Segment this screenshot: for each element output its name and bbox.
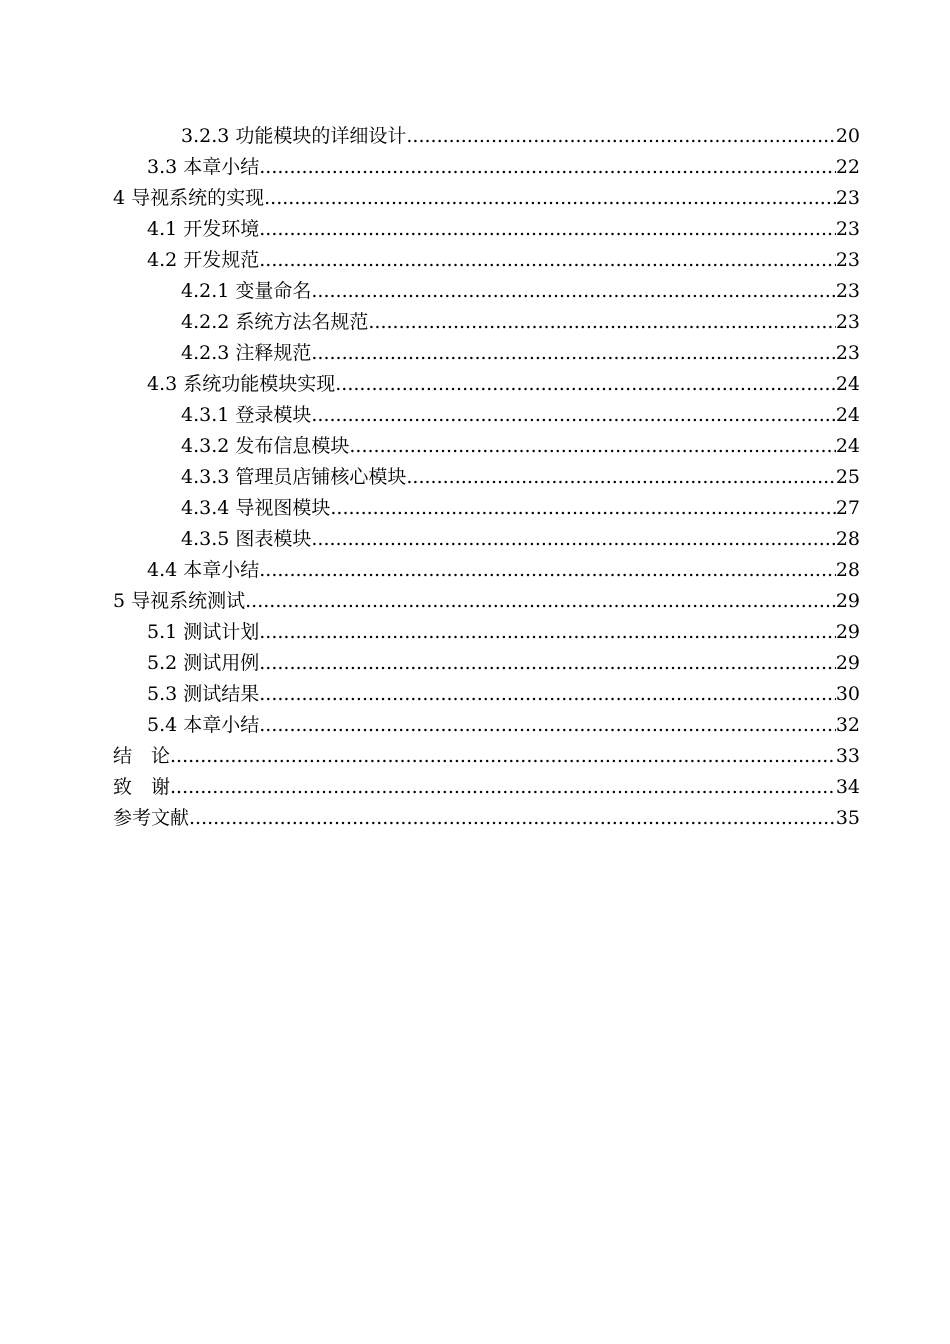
toc-entry[interactable]	[113, 555, 860, 586]
toc-entry-title: 结 论	[113, 745, 171, 767]
toc-entry-title: 4.3.2 发布信息模块	[181, 435, 350, 457]
toc-entry-page: 29	[835, 590, 860, 612]
toc-entry[interactable]	[113, 152, 860, 183]
toc-entry[interactable]	[113, 648, 860, 679]
toc-entry-page: 25	[835, 466, 860, 488]
toc-leader-dots	[189, 803, 836, 834]
toc-leader-dots	[259, 648, 836, 679]
toc-entry-page: 30	[835, 683, 860, 705]
toc-entry[interactable]	[113, 617, 860, 648]
toc-leader-dots	[259, 152, 836, 183]
toc-entry-title: 5.1 测试计划	[147, 621, 260, 643]
toc-entry-page: 23	[835, 342, 860, 364]
toc-entry[interactable]	[113, 338, 860, 369]
toc-entry-page: 22	[835, 156, 860, 178]
toc-entry-title: 4.2.2 系统方法名规范	[181, 311, 369, 333]
toc-leader-dots	[259, 214, 836, 245]
toc-entry[interactable]	[113, 369, 860, 400]
toc-leader-dots	[311, 400, 835, 431]
toc-entry-title: 4.3 系统功能模块实现	[147, 373, 336, 395]
toc-leader-dots	[245, 586, 836, 617]
toc-entry-title: 4.3.4 导视图模块	[181, 497, 331, 519]
toc-leader-dots	[170, 741, 836, 772]
toc-entry[interactable]	[113, 741, 860, 772]
toc-leader-dots	[259, 555, 836, 586]
toc-leader-dots	[406, 462, 835, 493]
toc-entry-page: 29	[835, 621, 860, 643]
toc-entry-title: 参考文献	[113, 807, 190, 829]
toc-entry-title: 3.2.3 功能模块的详细设计	[181, 125, 407, 147]
toc-entry[interactable]	[113, 276, 860, 307]
toc-entry-title: 4.1 开发环境	[147, 218, 260, 240]
toc-entry-title: 3.3 本章小结	[147, 156, 260, 178]
table-of-contents	[113, 121, 860, 834]
toc-entry[interactable]	[113, 121, 860, 152]
toc-entry-page: 28	[835, 559, 860, 581]
toc-entry-title: 4.3.1 登录模块	[181, 404, 312, 426]
toc-entry-page: 29	[835, 652, 860, 674]
toc-entry-page: 27	[835, 497, 860, 519]
toc-entry[interactable]	[113, 462, 860, 493]
toc-leader-dots	[311, 338, 835, 369]
toc-entry-title: 4.2 开发规范	[147, 249, 260, 271]
toc-entry[interactable]	[113, 307, 860, 338]
toc-entry-page: 24	[835, 373, 860, 395]
toc-entry[interactable]	[113, 214, 860, 245]
toc-leader-dots	[330, 493, 835, 524]
toc-leader-dots	[311, 524, 835, 555]
toc-entry-page: 23	[835, 249, 860, 271]
toc-entry-page: 23	[835, 280, 860, 302]
toc-leader-dots	[406, 121, 835, 152]
toc-entry[interactable]	[113, 400, 860, 431]
toc-entry[interactable]	[113, 586, 860, 617]
toc-entry-title: 4.3.5 图表模块	[181, 528, 312, 550]
toc-leader-dots	[259, 617, 836, 648]
toc-entry-page: 23	[835, 187, 860, 209]
toc-entry[interactable]	[113, 493, 860, 524]
toc-entry-page: 20	[835, 125, 860, 147]
toc-entry[interactable]	[113, 803, 860, 834]
toc-entry-title: 5.2 测试用例	[147, 652, 260, 674]
toc-entry-page: 23	[835, 311, 860, 333]
toc-entry[interactable]	[113, 245, 860, 276]
toc-entry-page: 28	[835, 528, 860, 550]
toc-leader-dots	[335, 369, 836, 400]
toc-leader-dots	[259, 679, 836, 710]
toc-entry-page: 24	[835, 435, 860, 457]
toc-entry[interactable]	[113, 772, 860, 803]
toc-entry[interactable]	[113, 431, 860, 462]
toc-entry-title: 4 导视系统的实现	[113, 187, 265, 209]
toc-entry[interactable]	[113, 710, 860, 741]
toc-entry-title: 4.2.1 变量命名	[181, 280, 312, 302]
toc-entry-title: 4.3.3 管理员店铺核心模块	[181, 466, 407, 488]
toc-leader-dots	[264, 183, 836, 214]
toc-entry-page: 33	[835, 745, 860, 767]
toc-entry-title: 5 导视系统测试	[113, 590, 246, 612]
toc-leader-dots	[259, 710, 836, 741]
toc-leader-dots	[259, 245, 836, 276]
toc-leader-dots	[368, 307, 835, 338]
toc-entry-page: 34	[835, 776, 860, 798]
toc-entry-page: 24	[835, 404, 860, 426]
toc-entry-page: 32	[835, 714, 860, 736]
toc-entry[interactable]	[113, 183, 860, 214]
toc-leader-dots	[311, 276, 835, 307]
toc-entry[interactable]	[113, 524, 860, 555]
toc-entry[interactable]	[113, 679, 860, 710]
toc-leader-dots	[349, 431, 835, 462]
toc-entry-title: 5.4 本章小结	[147, 714, 260, 736]
toc-entry-page: 23	[835, 218, 860, 240]
toc-entry-title: 5.3 测试结果	[147, 683, 260, 705]
toc-entry-title: 4.2.3 注释规范	[181, 342, 312, 364]
toc-leader-dots	[170, 772, 836, 803]
toc-entry-page: 35	[835, 807, 860, 829]
toc-entry-title: 致 谢	[113, 776, 171, 798]
toc-entry-title: 4.4 本章小结	[147, 559, 260, 581]
